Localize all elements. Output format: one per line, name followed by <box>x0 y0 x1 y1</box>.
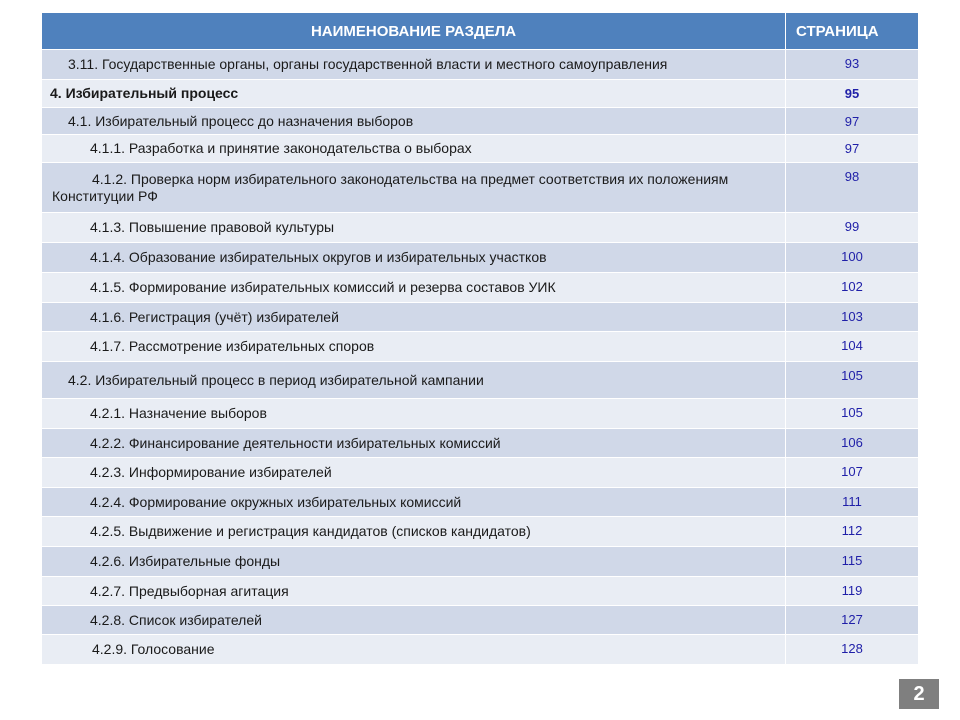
toc-row-title: 4.2.3. Информирование избирателей <box>42 458 786 488</box>
toc-row <box>42 332 919 362</box>
toc-row-title: 4.1.7. Рассмотрение избирательных споров <box>42 332 786 362</box>
toc-row-title: 4.2.2. Финансирование деятельности избирательных комиссий <box>42 429 786 458</box>
toc-row <box>42 135 919 163</box>
toc-row-page: 99 <box>786 213 919 243</box>
toc-row <box>42 80 919 108</box>
toc-row <box>42 577 919 606</box>
toc-row-title: 4. Избирательный процесс <box>42 80 786 108</box>
toc-row-page: 95 <box>786 80 919 108</box>
toc-row-page: 93 <box>786 50 919 80</box>
toc-row-page: 97 <box>786 108 919 135</box>
toc-row <box>42 108 919 135</box>
toc-row <box>42 213 919 243</box>
toc-row <box>42 547 919 577</box>
toc-row <box>42 163 919 213</box>
toc-row-title: 3.11. Государственные органы, органы государственной власти и местного самоуправления <box>42 50 786 80</box>
toc-table <box>41 12 919 665</box>
toc-row-title: 4.2.1. Назначение выборов <box>42 399 786 429</box>
toc-row-title: 4.2.7. Предвыборная агитация <box>42 577 786 606</box>
toc-row <box>42 458 919 488</box>
toc-row-title: 4.1.5. Формирование избирательных комиссий и резерва составов УИК <box>42 273 786 303</box>
toc-row-title: 4.1.2. Проверка норм избирательного законодательства на предмет соответствия их положениям Конституции РФ <box>42 163 786 213</box>
toc-row <box>42 517 919 547</box>
header-section: НАИМЕНОВАНИЕ РАЗДЕЛА <box>42 13 786 50</box>
toc-row-page: 97 <box>786 135 919 163</box>
toc-row <box>42 303 919 332</box>
toc-row-title: 4.1.1. Разработка и принятие законодательства о выборах <box>42 135 786 163</box>
toc-row-page: 112 <box>786 517 919 547</box>
toc-row-title: 4.1.3. Повышение правовой культуры <box>42 213 786 243</box>
toc-row-title: 4.2.9. Голосование <box>42 635 786 665</box>
toc-row-page: 104 <box>786 332 919 362</box>
toc-row-page: 115 <box>786 547 919 577</box>
toc-row-title: 4.2.8. Список избирателей <box>42 606 786 635</box>
toc-row <box>42 362 919 399</box>
toc-row <box>42 243 919 273</box>
toc-row-title: 4.2.4. Формирование окружных избирательных комиссий <box>42 488 786 517</box>
toc-row <box>42 273 919 303</box>
toc-row-page: 127 <box>786 606 919 635</box>
toc-row-title: 4.2.5. Выдвижение и регистрация кандидатов (списков кандидатов) <box>42 517 786 547</box>
toc-row <box>42 606 919 635</box>
toc-row-page: 103 <box>786 303 919 332</box>
toc-row <box>42 488 919 517</box>
toc-row <box>42 399 919 429</box>
toc-row-page: 119 <box>786 577 919 606</box>
toc-row <box>42 635 919 665</box>
toc-row <box>42 429 919 458</box>
toc-row-page: 128 <box>786 635 919 665</box>
toc-row-title: 4.1.4. Образование избирательных округов и избирательных участков <box>42 243 786 273</box>
toc-row-page: 100 <box>786 243 919 273</box>
toc-row-page: 105 <box>786 362 919 399</box>
toc-row-title: 4.1.6. Регистрация (учёт) избирателей <box>42 303 786 332</box>
toc-row-page: 106 <box>786 429 919 458</box>
toc-row <box>42 50 919 80</box>
toc-row-page: 105 <box>786 399 919 429</box>
toc-row-title: 4.2.6. Избирательные фонды <box>42 547 786 577</box>
toc-row-page: 107 <box>786 458 919 488</box>
header-page: СТРАНИЦА <box>786 13 919 50</box>
toc-row-page: 102 <box>786 273 919 303</box>
header-row <box>42 13 919 50</box>
toc-row-title: 4.1. Избирательный процесс до назначения выборов <box>42 108 786 135</box>
toc-row-page: 111 <box>786 488 919 517</box>
toc-row-title: 4.2. Избирательный процесс в период избирательной кампании <box>42 362 786 399</box>
toc-row-page: 98 <box>786 163 919 213</box>
slide-number-badge: 2 <box>899 679 939 709</box>
